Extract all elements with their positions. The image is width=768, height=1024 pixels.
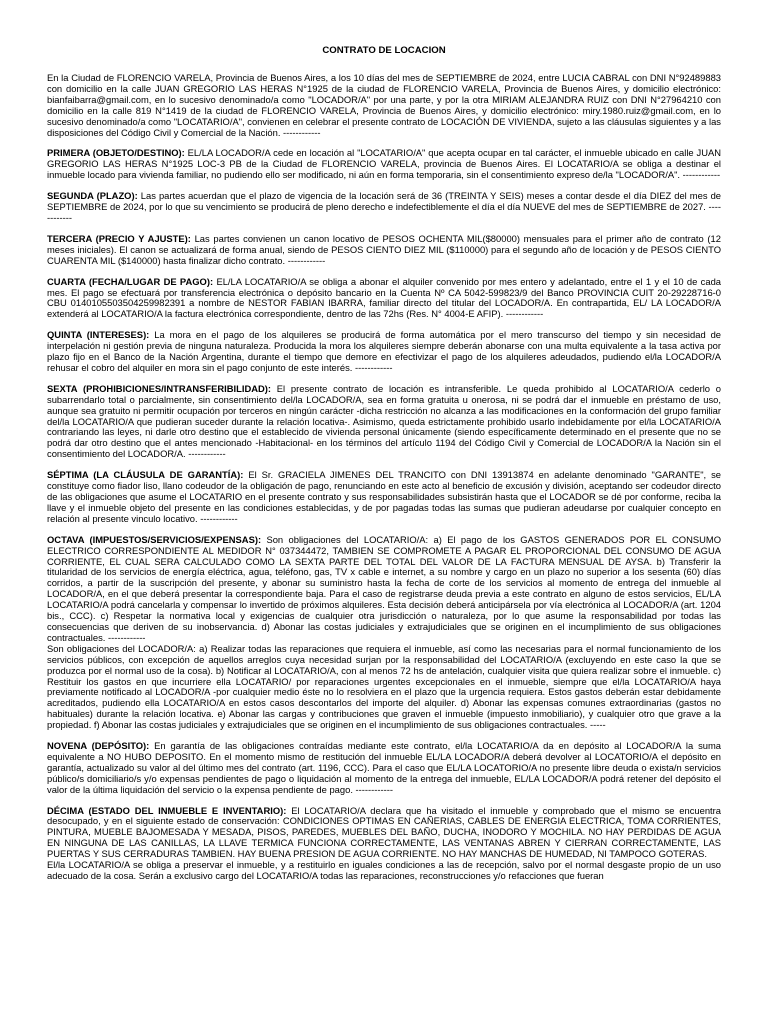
clause-text: EL/LA LOCATARIO/A se obliga a abonar el alquiler convenido por mes entero y adelantado, entre el 1 y el 10 de cada mes. El pago se efectuará por transferencia electrónica o depósito bancario en la Cuenta Nº CA 5042-599823/9 del Banco PROVINCIA CUIT 20-29228716-0 CBU 0140105503504259982391 a nombre de NESTOR FABIAN IBARRA, familiar directo del titular del LOCADOR/A. En contrapartida, EL/ LA LOCADOR/A extenderá al LOCATARIO/A la factura electrónica correspondiente, dentro de las 72hs (Res. N° 4004-E AFIP). ------------: [47, 275, 721, 320]
clause-octava-locador-obligations: [47, 644, 721, 731]
clause-sexta: [47, 384, 721, 460]
clause-text: El Sr. GRACIELA JIMENES DEL TRANCITO con DNI 13913874 en adelante denominado "GARANTE", se constituye como fiador liso, llano codeudor de la obligación de pago, renunciando en este acto al beneficio de excusión y división, aceptando ser codeudor directo de las obligaciones que asume el LOCATARIO en el presente contrato y sus responsabilidades subsistirán hasta que el LOCADOR se dé por conforme, reciba la llave y el inmueble objeto del presente en las condiciones establecidas, y de por pagadas todas las sumas que pudieran adeudarse por cualquier concepto en relación al presente vinculo locativo. ------------: [47, 469, 721, 524]
clause-heading: SEGUNDA (PLAZO):: [47, 190, 138, 202]
clause-text: El LOCATARIO/A declara que ha visitado el inmueble y comprobado que el mismo se encuentra desocupado, y en el siguiente estado de conservación: CONDICIONES OPTIMAS EN CAÑERIAS, CABLES DE ENERGIA ELECTRICA, TOMA CORRIENTES, PINTURA, MUEBLE BAJOMESADA Y MESADA, PISOS, PAREDES, MUEBLES DEL BAÑO, DUCHA, INODORO Y MOCHILA. NO HAY PERDIDAS DE AGUA EN NINGUNA DE LAS CANILLAS, LA LLAVE TERMICA FUNCIONA CORRECTAMENTE, LAS VENTANAS ABREN Y CIERRAN CORRECTAMENTE, LAS PUERTAS Y SUS CERRADURAS TAMBIEN. HAY BUENA PRESION DE AGUA CORRIENTE. NO HAY MANCHAS DE HUMEDAD, NI TAMPOCO GOTERAS.: [47, 804, 721, 860]
clause-segunda: [47, 191, 721, 224]
clause-heading: DÉCIMA (ESTADO DEL INMUEBLE E INVENTARIO):: [47, 804, 287, 816]
clause-primera: [47, 148, 721, 181]
clause-decima: [47, 806, 721, 861]
clause-heading: OCTAVA (IMPUESTOS/SERVICIOS/EXPENSAS):: [47, 533, 262, 545]
clause-heading: NOVENA (DEPÓSITO):: [47, 740, 150, 752]
clause-heading: TERCERA (PRECIO Y AJUSTE):: [47, 232, 191, 244]
clause-heading: PRIMERA (OBJETO/DESTINO):: [47, 147, 185, 159]
clause-decima-continuation: [47, 860, 721, 882]
clause-octava: [47, 535, 721, 644]
clause-text: Son obligaciones del LOCADOR/A: a) Realizar todas las reparaciones que requiera el inmueble, así como las necesarias para el normal funcionamiento de los servicios públicos, con excepción de aquellos arreglos cuya necesidad surjan por la responsabilidad del LOCATARIO/A (excluyendo en este caso la que se produzca por el normal uso de la cosa). b) Notificar al LOCATARIO/A, con al menos 72 hs de antelación, cualquier visita que quiera realizar sobre el inmueble. c) Restituir los gastos en que incurriere ella LOCATARIO/ por reparaciones urgentes excepcionales en el inmueble, siempre que el/la LOCATARIO/A haya previamente notificado al LOCADOR/A -por cualquier medio éste no lo resolviera en el plazo que la urgencia requiera. Estos gastos deberán estar debidamente acreditados, pudiendo ella LOCATARIO/A en estos casos descontarlos del importe del alquiler. d) Abonar las expensas comunes extraordinarias (gastos no habituales) durante la relación locativa. e) Abonar las cargas y contribuciones que graven el inmueble (impuesto inmobiliario), y cualquier otro que grave a la propiedad. f) Abonar las costas judiciales y extrajudiciales que se originen en el incumplimiento de sus obligaciones contractuales. -----: [47, 642, 721, 731]
clause-text: Las partes convienen un canon locativo de PESOS OCHENTA MIL($80000) mensuales para el primer año de contrato (12 meses iniciales). El canon se actualizará de forma anual, siendo de PESOS CIENTO DIEZ MIL ($110000) para el segundo año de locación y de PESOS CIENTO CUARENTA MIL ($140000) hasta finalizar dicho contrato. ------------: [47, 232, 721, 266]
clause-tercera: [47, 234, 721, 267]
clause-text: EL/LA LOCADOR/A cede en locación al "LOCATARIO/A" que acepta ocupar en tal carácter, el inmueble ubicado en calle JUAN GREGORIO LAS HERAS N°1925 LOC-3 PB de la Ciudad de FLORENCIO VARELA, provincia de Buenos Aires. El LOCATARIO/A se obliga a destinar el inmueble locado para vivienda familiar, no pudiendo ello ser modificado, ni aún en forma temporaria, sin el consentimiento expreso de/la "LOCADOR/A". ------------: [47, 147, 721, 181]
clause-heading: CUARTA (FECHA/LUGAR DE PAGO):: [47, 275, 214, 287]
document-title: CONTRATO DE LOCACION: [322, 45, 446, 56]
clause-text: Son obligaciones del LOCATARIO/A: a) El pago de los GASTOS GENERADOS POR EL CONSUMO ELECTRICO CORRESPONDIENTE AL MEDIDOR N° 037344472, TAMBIEN SE COMPROMETE A PAGAR EL PROPORCIONAL DEL CONSUMO DE AGUA CORRIENTE, EL CUAL SERA CALCULADO COMO LA SEXTA PARTE DEL TOTAL DEL VALOR DE LA FACTURA MENSUAL DE AYSA. b) Transferir la titularidad de los servicios de energía eléctrica, agua, teléfono, gas, TV x cable e internet, a su nombre y cargo en un plazo no superior a los sesenta (60) días corridos, a partir de la suscripción del presente, y abonar su suministro hasta la fecha de corte de los servicios al momento de entrega del inmueble al LOCADOR/A, en el que deberá presentar la correspondiente baja. Para el caso de registrarse deuda previa a este contrato en alguno de estos servicios, EL/LA LOCATARIO/A podrá cancelarla y compensar lo invertido de próximos alquileres. Esta decisión deberá anticipársela por vía electrónica al LOCADOR/A (art. 1204 bis., CCC). c) Respetar la normativa local y exigencias de cualquier otra jurisdicción o naturaleza, por lo que asume la responsabilidad por todas las consecuencias que deriven de su inobservancia. d) Abonar las costas judiciales y extrajudiciales que se originen en el incumplimiento de sus obligaciones contractuales. ------------: [47, 533, 721, 643]
clause-text: La mora en el pago de los alquileres se producirá de forma automática por el mero transcurso del tiempo y sin necesidad de interpelación ni gestión previa de ninguna naturaleza. Producida la mora los alquileres siempre deberán abonarse con una multa equivalente a la tasa activa por plazo fijo en el Banco de la Nación Argentina, durante el tiempo que demore en efectivizar el pago de los alquileres adeudados, pudiendo el/la LOCADOR/A rehusar el cobro del alquiler en mora sin el pago conjunto de este interés. ------------: [47, 329, 721, 373]
clause-heading: QUINTA (INTERESES):: [47, 329, 150, 341]
clause-novena: [47, 741, 721, 796]
clause-text: En garantía de las obligaciones contraídas mediante este contrato, el/la LOCATARIO/A da en depósito al LOCADOR/A la suma equivalente a NO HUBO DEPOSITO. En el momento mismo de restitución del inmueble EL/LA LOCADOR/A deberá devolver al LOCATORIO/A el depósito en garantía, actualizado su valor al del último mes del contrato (art. 1196, CCC). Para el caso que EL/LA LOCATORIO/A no presente libre deuda o exista/n servicios público/s domiciliario/s y/o expensas pendientes de pago o liquidación al momento de la entrega del inmueble, EL/LA LOCADOR/A podrá retener del depósito el valor de la última liquidación del servicio o la expensa pendiente de pago. ------------: [47, 740, 721, 795]
clause-heading: SEXTA (PROHIBICIONES/INTRANSFERIBILIDAD):: [47, 382, 272, 394]
clause-heading: SÉPTIMA (LA CLÁUSULA DE GARANTÍA):: [47, 469, 244, 481]
clause-text: El/la LOCATARIO/A se obliga a preservar el inmueble, y a restituirlo en iguales condiciones a las de recepción, salvo por el normal desgaste propio de un uso adecuado de la cosa. Serán a exclusivo cargo del LOCATARIO/A todas las reparaciones, reconstrucciones y/o refacciones que fueran: [47, 859, 721, 881]
clause-septima: [47, 470, 721, 525]
clause-text: El presente contrato de locación es intransferible. Le queda prohibido al LOCATARIO/A cederlo o subarrendarlo total o parcialmente, sin consentimiento del/la LOCADOR/A, sea en forma gratuita u onerosa, ni se podrá dar el inmueble en préstamo de uso, aunque sea gratuito ni permitir ocupación por terceros en ningún carácter -dicha restricción no alcanza a las modificaciones en la conformación del grupo familiar del/la LOCATARIO/A que pudieran suceder durante la relación locativa-. Asimismo, queda estrictamente prohibido usarlo indebidamente por el/la LOCATARIO/A contrariando las leyes, ni darle otro destino que el establecido de vivienda personal únicamente (siendo específicamente determinado en el presente que no se podrá dar otro destino que el antes mencionado -Habitacional- en los términos del artículo 1194 del Código Civil y Comercial de LOCADOR/A la Nación sin el consentimiento del LOCADOR/A. ------------: [47, 382, 721, 460]
clause-cuarta: [47, 277, 721, 321]
intro-paragraph: En la Ciudad de FLORENCIO VARELA, Provincia de Buenos Aires, a los 10 días del mes de SEPTIEMBRE de 2024, entre LUCIA CABRAL con DNI N°92489883 con domicilio en la calle JUAN GREGORIO LAS HERAS N°1925 de la ciudad de FLORENCIO VARELA, Provincia de Buenos Aires, y domicilio electrónico: bianfaibarra@gmail.com, en lo sucesivo denominado/a como "LOCADOR/A" por una parte, y por la otra MIRIAM ALEJANDRA RUIZ con DNI N°27964210 con domicilio en la calle 819 N°1419 de la ciudad de FLORENCIO VARELA, Provincia de Buenos Aires, y domicilio electrónico: miry.1980.ruiz@gmail.com, en lo sucesivo denominado/a como "LOCATARIO/A", convienen en celebrar el presente contrato de LOCACIÓN DE VIVIENDA, sujeto a las cláusulas siguientes y a las disposiciones del Código Civil y Comercial de la Nación. ------------: [47, 72, 721, 138]
clause-text: Las partes acuerdan que el plazo de vigencia de la locación será de 36 (TREINTA Y SEIS) meses a contar desde el día DIEZ del mes de SEPTIEMBRE de 2024, por lo que su vencimiento se producirá de pleno derecho e indefectiblemente el día el día NUEVE del mes de SEPTIEMBRE de 2027. ------------: [47, 190, 721, 223]
clause-quinta: [47, 330, 721, 374]
